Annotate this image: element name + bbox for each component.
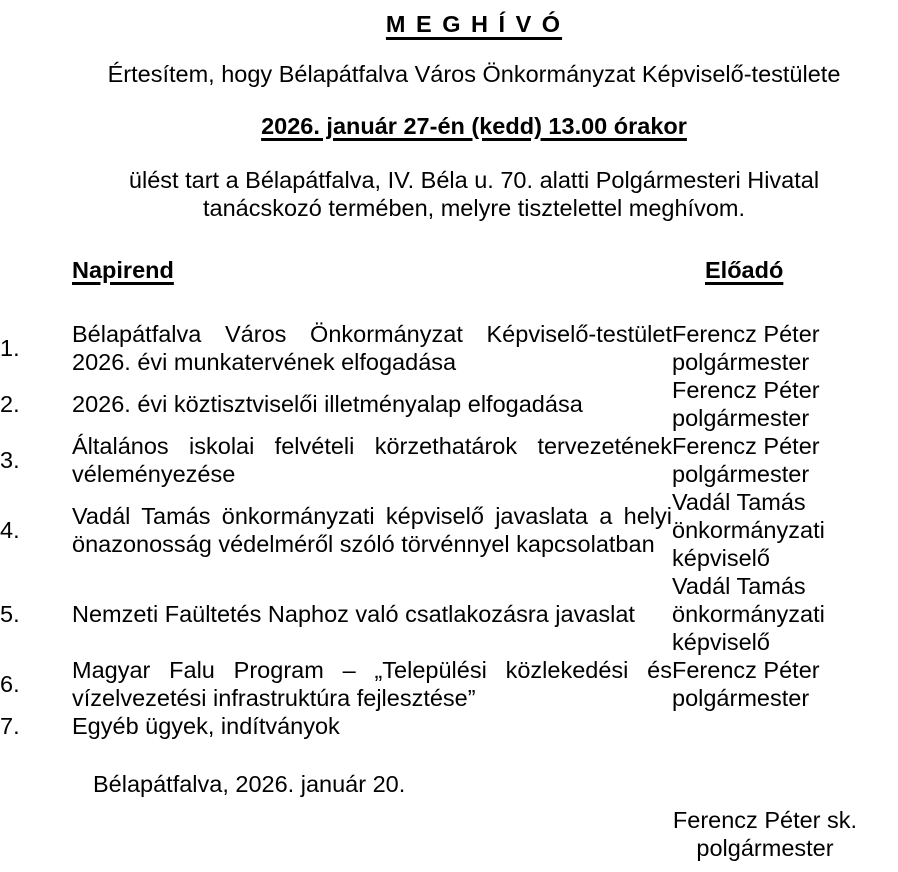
agenda-table <box>0 320 898 740</box>
agenda-row <box>0 488 898 572</box>
agenda-row <box>0 376 898 432</box>
agenda-presenter: Ferencz Péter polgármester <box>672 321 820 375</box>
agenda-presenter: Ferencz Péter polgármester <box>672 433 820 487</box>
signature-title: polgármester <box>696 835 834 861</box>
meeting-location-line1: ülést tart a Bélapátfalva, IV. Béla u. 70. alatti Polgármesteri Hivatal <box>128 167 820 193</box>
agenda-row <box>0 320 898 376</box>
agenda-row <box>0 712 898 740</box>
agenda-presenter: Vadál Tamás önkormányzati képviselő <box>672 573 825 655</box>
agenda-number: 1. <box>0 335 20 361</box>
agenda-number: 6. <box>0 671 20 697</box>
notice-line: Értesítem, hogy Bélapátfalva Város Önkormányzat Képviselő-testülete <box>107 61 841 87</box>
agenda-topic: Egyéb ügyek, indítványok <box>72 713 340 739</box>
agenda-number: 4. <box>0 517 20 543</box>
agenda-row <box>0 432 898 488</box>
meeting-datetime: 2026. január 27-én (kedd) 13.00 órakor <box>261 113 687 139</box>
place-and-date: Bélapátfalva, 2026. január 20. <box>93 771 406 797</box>
agenda-topic: Általános iskolai felvételi körzethatárok tervezetének véleményezése <box>72 433 672 487</box>
agenda-number: 2. <box>0 391 20 417</box>
agenda-presenter: Ferencz Péter polgármester <box>672 657 820 711</box>
agenda-presenter: Vadál Tamás önkormányzati képviselő <box>672 489 825 571</box>
agenda-table-headers <box>0 256 898 284</box>
document-header <box>50 0 898 222</box>
meeting-location <box>50 166 898 222</box>
agenda-number: 7. <box>0 713 20 739</box>
meeting-location-line2: tanácskozó termében, melyre tisztelettel meghívom. <box>202 195 746 221</box>
signature-name: Ferencz Péter sk. <box>672 807 858 833</box>
agenda-presenter: Ferencz Péter polgármester <box>672 377 820 431</box>
presenter-column-header: Előadó <box>705 257 784 283</box>
agenda-number: 5. <box>0 601 20 627</box>
agenda-topic: Bélapátfalva Város Önkormányzat Képviselő-testület 2026. évi munkatervének elfogadása <box>72 321 672 375</box>
agenda-topic: Nemzeti Faültetés Naphoz való csatlakozásra javaslat <box>72 601 635 627</box>
agenda-row <box>0 572 898 656</box>
agenda-topic: Magyar Falu Program – „Települési közlekedési és vízelvezetési infrastruktúra fejlesztése” <box>72 657 672 711</box>
agenda-row <box>0 656 898 712</box>
signature-block <box>655 806 875 862</box>
agenda-column-header: Napirend <box>72 257 174 283</box>
agenda-topic: Vadál Tamás önkormányzati képviselő javaslata a helyi önazonosság védelméről szóló törvénnyel kapcsolatban <box>72 503 672 557</box>
agenda-presenter <box>672 712 898 740</box>
document-title: M E G H Í V Ó <box>385 11 563 37</box>
agenda-number: 3. <box>0 447 20 473</box>
agenda-topic: 2026. évi köztisztviselői illetményalap elfogadása <box>72 391 583 417</box>
